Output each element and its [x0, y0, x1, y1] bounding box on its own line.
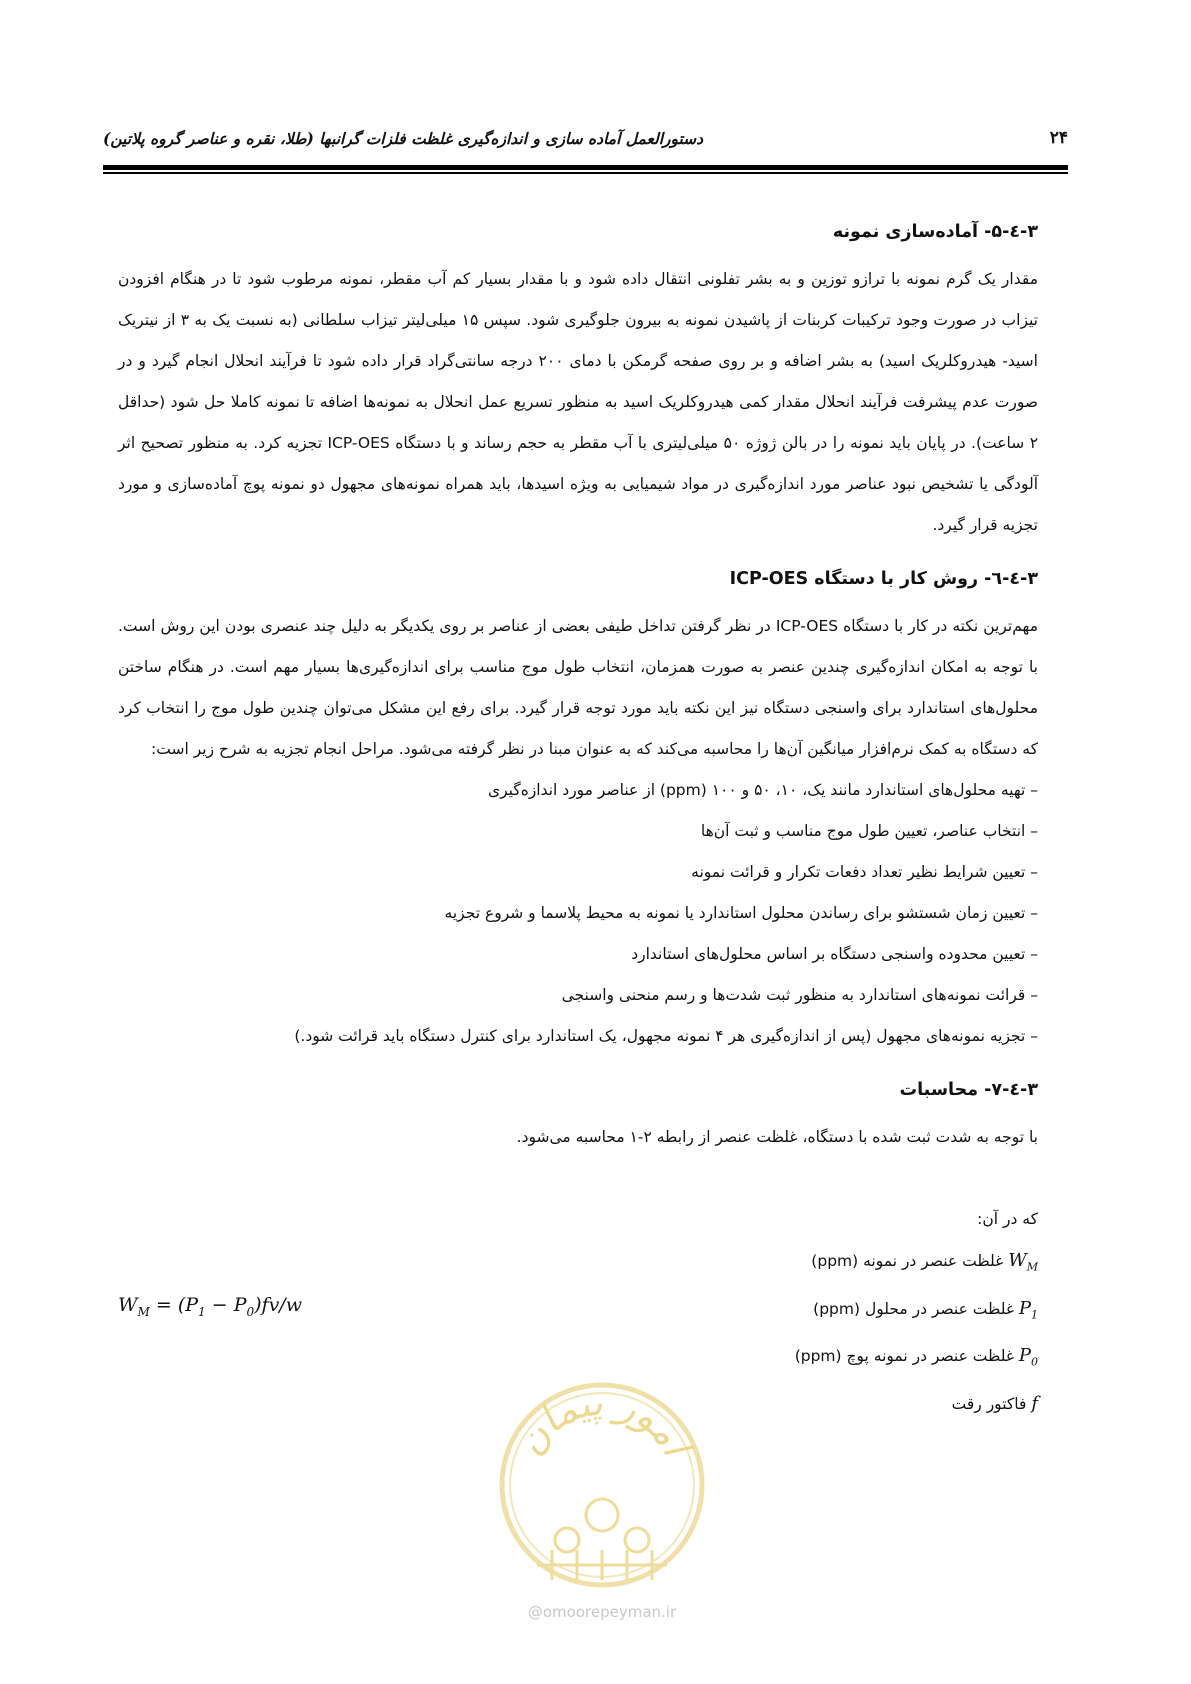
svg-text:امور پیمان: امور پیمان — [507, 1380, 699, 1463]
header-rule-thick — [103, 165, 1068, 170]
page-number: ۲۴ — [1049, 128, 1068, 148]
section-heading-sample-prep: ۳-٤-۵- آماده‌سازی نمونه — [832, 222, 1038, 242]
analysis-steps-list — [118, 770, 1038, 1057]
list-item: – تجزیه نمونه‌های مجهول (پس از اندازه‌گیری هر ۴ نمونه مجهول، یک استاندارد برای کنترل دستگاه باید قرائت شود.) — [294, 1027, 1038, 1045]
concentration-formula: $W_M = (P_1 - P_0)fv/w$ — [118, 1294, 302, 1319]
definition-text: غلظت عنصر در نمونه (ppm) — [811, 1252, 1004, 1270]
header-rule-thin — [103, 172, 1068, 174]
header-title: دستورالعمل آماده سازی و اندازه‌گیری غلظت فلزات گرانبها (طلا، نقره و عناصر گروه پلاتین) — [103, 129, 704, 148]
definition-item — [118, 1335, 1038, 1383]
variable-symbol: f — [1031, 1392, 1038, 1414]
paragraph-sample-prep: مقدار یک گرم نمونه با ترازو توزین و به بشر تفلونی انتقال داده شود و با مقدار بسیار کم آب مقطر، نمونه مرطوب شود تا در هنگام افزودن تیزاب در صورت وجود ترکیبات کربنات از پاشیدن نمونه به بیرون جلوگیری شود. سپس ۱۵ میلی‌لیتر تیزاب سلطانی (به نسبت یک به ۳ از نیتریک اسید- هیدروکلریک اسید) به بشر اضافه و بر روی صفحه گرمکن با دمای ۲۰۰ درجه سانتی‌گراد قرار داده شود تا فرآیند انحلال انجام گیرد و در صورت عدم پیشرفت فرآیند انحلال مقدار کمی هیدروکلریک اسید به منظور تسریع عمل انحلال به نمونه‌ها اضافه تا نمونه کاملا حل شود (حداقل ۲ ساعت). در پایان باید نمونه را در بالن ژوژه ۵۰ میلی‌لیتری با آب مقطر به حجم رساند و با دستگاه ICP-OES تجزیه کرد. به منظور تصحیح اثر آلودگی یا تشخیص نبود عناصر مورد اندازه‌گیری در مواد شیمیایی به ویژه اسیدها، باید همراه نمونه‌های مجهول دو نمونه پوچ آماده‌سازی و مورد تجزیه قرار گیرد. — [118, 270, 1039, 534]
watermark-site: @omoorepeyman.ir — [527, 1603, 677, 1621]
definition-text: غلظت عنصر در محلول (ppm) — [813, 1299, 1014, 1318]
watermark-stamp-icon — [497, 1380, 707, 1590]
list-item: – تعیین محدوده واسنجی دستگاه بر اساس محلول‌های استاندارد — [631, 945, 1038, 963]
variable-symbol: $P_0$ — [1018, 1345, 1038, 1369]
list-item: – تهیه محلول‌های استاندارد مانند یک، ۱۰، ۵۰ و ۱۰۰ (ppm) از عناصر مورد اندازه‌گیری — [487, 781, 1038, 799]
definition-text: فاکتور رقت — [951, 1394, 1027, 1413]
variable-symbol: $P_1$ — [1018, 1297, 1038, 1322]
definition-item — [118, 1240, 1038, 1288]
page-header — [103, 126, 1068, 152]
list-item: – انتخاب عناصر، تعیین طول موج مناسب و ثبت آن‌ها — [700, 822, 1038, 840]
definition-text: غلظت عنصر در نمونه پوچ (ppm) — [794, 1347, 1014, 1366]
list-item: – تعیین زمان شستشو برای رساندن محلول استاندارد یا نمونه به محیط پلاسما و شروع تجزیه — [444, 904, 1038, 922]
where-label: که در آن: — [977, 1210, 1038, 1228]
list-item: – تعیین شرایط نظیر تعداد دفعات تکرار و قرائت نمونه — [691, 863, 1038, 881]
section-heading-calculations: ۳-٤-۷- محاسبات — [899, 1080, 1038, 1100]
section-heading-icp-method: ۳-٤-٦- روش کار با دستگاه ICP-OES — [729, 569, 1038, 589]
variable-symbol: $W_M$ — [1008, 1250, 1038, 1274]
formula-spacer — [118, 1158, 1038, 1199]
paragraph-icp-method: مهم‌ترین نکته در کار با دستگاه ICP-OES در نظر گرفتن تداخل طیفی بعضی از عناصر بر روی یکدیگر به دلیل چند عنصری بودن این روش است. با توجه به امکان اندازه‌گیری چندین عنصر به صورت همزمان، انتخاب طول موج مناسب برای اندازه‌گیری‌ها بسیار مهم است. در هنگام ساختن محلول‌های استاندارد برای واسنجی دستگاه نیز این نکته باید مورد توجه قرار گیرد. برای رفع این مشکل می‌توان چندین طول موج را انتخاب کرد که دستگاه به کمک نرم‌افزار میانگین آن‌ها را محاسبه می‌کند که به عنوان مبنا در نظر گرفته می‌شود. مراحل انجام تجزیه به شرح زیر است: — [118, 617, 1038, 758]
calculation-intro: با توجه به شدت ثبت شده با دستگاه، غلظت عنصر از رابطه ۲-۱ محاسبه می‌شود. — [516, 1128, 1038, 1146]
main-content — [118, 205, 1038, 1430]
list-item: – قرائت نمونه‌های استاندارد به منظور ثبت شدت‌ها و رسم منحنی واسنجی — [561, 986, 1038, 1004]
